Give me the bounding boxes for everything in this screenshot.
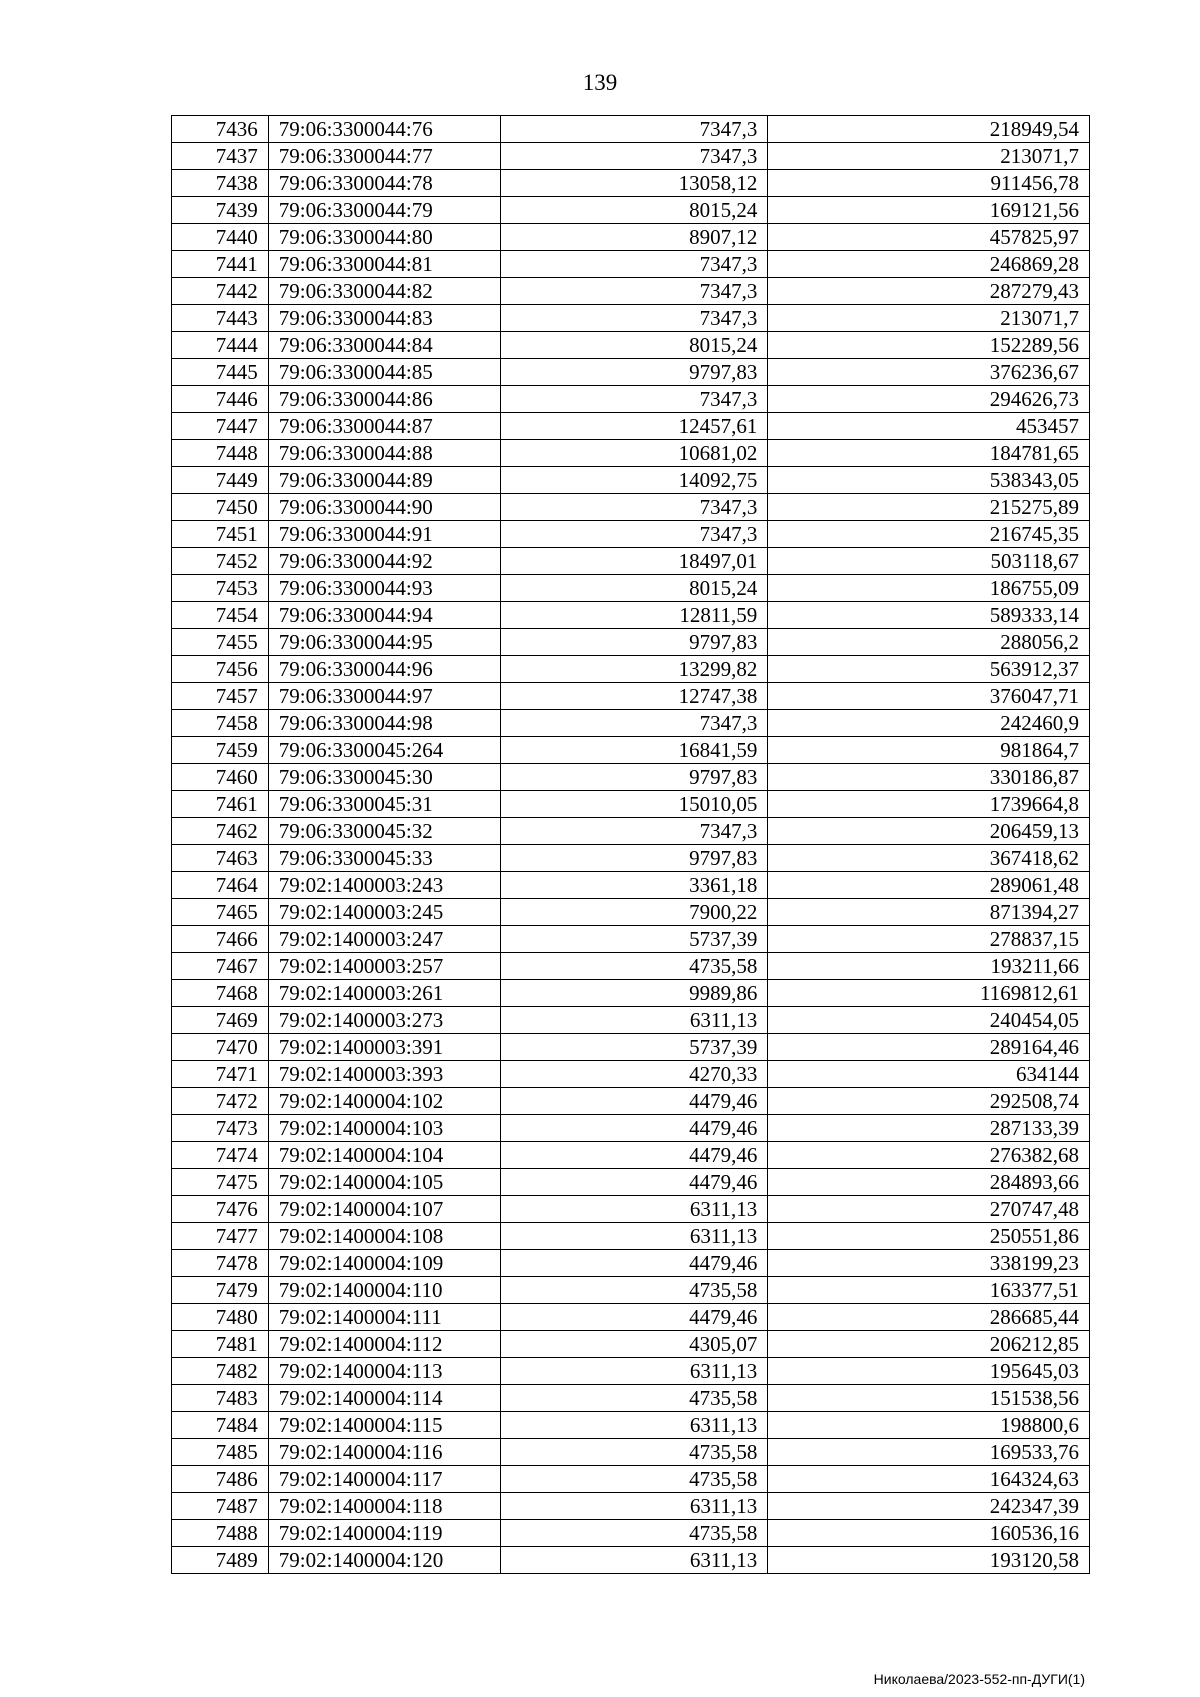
area-cell: 8015,24 — [501, 332, 768, 359]
value-cell: 169533,76 — [768, 1439, 1090, 1466]
row-number-cell: 7437 — [172, 143, 269, 170]
table-row — [172, 1088, 1090, 1115]
cadastral-number-cell: 79:02:1400004:119 — [268, 1520, 501, 1547]
value-cell: 184781,65 — [768, 440, 1090, 467]
cadastral-number-cell: 79:02:1400003:257 — [268, 953, 501, 980]
value-cell: 198800,6 — [768, 1412, 1090, 1439]
value-cell: 503118,67 — [768, 548, 1090, 575]
cadastral-number-cell: 79:06:3300045:31 — [268, 791, 501, 818]
area-cell: 7347,3 — [501, 305, 768, 332]
table-row — [172, 1196, 1090, 1223]
area-cell: 6311,13 — [501, 1223, 768, 1250]
table-row — [172, 494, 1090, 521]
cadastral-number-cell: 79:06:3300044:91 — [268, 521, 501, 548]
area-cell: 7347,3 — [501, 521, 768, 548]
row-number-cell: 7466 — [172, 926, 269, 953]
row-number-cell: 7454 — [172, 602, 269, 629]
page-number: 139 — [582, 70, 618, 95]
row-number-cell: 7487 — [172, 1493, 269, 1520]
area-cell: 4479,46 — [501, 1088, 768, 1115]
table-row — [172, 1223, 1090, 1250]
row-number-cell: 7449 — [172, 467, 269, 494]
table-row — [172, 1493, 1090, 1520]
cadastral-number-cell: 79:06:3300044:86 — [268, 386, 501, 413]
area-cell: 15010,05 — [501, 791, 768, 818]
table-row — [172, 1034, 1090, 1061]
value-cell: 206212,85 — [768, 1331, 1090, 1358]
area-cell: 8015,24 — [501, 575, 768, 602]
row-number-cell: 7436 — [172, 116, 269, 143]
table-row — [172, 1466, 1090, 1493]
value-cell: 193120,58 — [768, 1547, 1090, 1574]
cadastral-number-cell: 79:02:1400004:102 — [268, 1088, 501, 1115]
row-number-cell: 7441 — [172, 251, 269, 278]
area-cell: 4479,46 — [501, 1304, 768, 1331]
value-cell: 1739664,8 — [768, 791, 1090, 818]
value-cell: 563912,37 — [768, 656, 1090, 683]
table-row — [172, 764, 1090, 791]
cadastral-number-cell: 79:02:1400004:107 — [268, 1196, 501, 1223]
cadastral-number-cell: 79:06:3300045:33 — [268, 845, 501, 872]
area-cell: 7347,3 — [501, 494, 768, 521]
value-cell: 284893,66 — [768, 1169, 1090, 1196]
area-cell: 4305,07 — [501, 1331, 768, 1358]
area-cell: 7347,3 — [501, 143, 768, 170]
table-row — [172, 845, 1090, 872]
area-cell: 16841,59 — [501, 737, 768, 764]
value-cell: 246869,28 — [768, 251, 1090, 278]
area-cell: 6311,13 — [501, 1007, 768, 1034]
table-row — [172, 953, 1090, 980]
row-number-cell: 7474 — [172, 1142, 269, 1169]
row-number-cell: 7443 — [172, 305, 269, 332]
table-row — [172, 1142, 1090, 1169]
table-row — [172, 224, 1090, 251]
value-cell: 294626,73 — [768, 386, 1090, 413]
value-cell: 213071,7 — [768, 143, 1090, 170]
area-cell: 18497,01 — [501, 548, 768, 575]
value-cell: 206459,13 — [768, 818, 1090, 845]
area-cell: 13299,82 — [501, 656, 768, 683]
value-cell: 195645,03 — [768, 1358, 1090, 1385]
value-cell: 286685,44 — [768, 1304, 1090, 1331]
cadastral-number-cell: 79:02:1400004:116 — [268, 1439, 501, 1466]
row-number-cell: 7457 — [172, 683, 269, 710]
area-cell: 6311,13 — [501, 1547, 768, 1574]
area-cell: 9989,86 — [501, 980, 768, 1007]
table-row — [172, 737, 1090, 764]
cadastral-number-cell: 79:06:3300044:97 — [268, 683, 501, 710]
area-cell: 6311,13 — [501, 1412, 768, 1439]
cadastral-number-cell: 79:06:3300044:92 — [268, 548, 501, 575]
row-number-cell: 7488 — [172, 1520, 269, 1547]
table-row — [172, 521, 1090, 548]
value-cell: 538343,05 — [768, 467, 1090, 494]
table-row — [172, 548, 1090, 575]
cadastral-number-cell: 79:02:1400004:112 — [268, 1331, 501, 1358]
value-cell: 338199,23 — [768, 1250, 1090, 1277]
cadastral-number-cell: 79:06:3300044:90 — [268, 494, 501, 521]
area-cell: 9797,83 — [501, 359, 768, 386]
area-cell: 7347,3 — [501, 116, 768, 143]
row-number-cell: 7442 — [172, 278, 269, 305]
cadastral-number-cell: 79:06:3300044:89 — [268, 467, 501, 494]
table-row — [172, 602, 1090, 629]
value-cell: 169121,56 — [768, 197, 1090, 224]
row-number-cell: 7483 — [172, 1385, 269, 1412]
cadastral-number-cell: 79:02:1400004:104 — [268, 1142, 501, 1169]
table-row — [172, 1250, 1090, 1277]
table-row — [172, 1331, 1090, 1358]
row-number-cell: 7476 — [172, 1196, 269, 1223]
row-number-cell: 7478 — [172, 1250, 269, 1277]
area-cell: 4735,58 — [501, 953, 768, 980]
row-number-cell: 7475 — [172, 1169, 269, 1196]
area-cell: 13058,12 — [501, 170, 768, 197]
cadastral-number-cell: 79:02:1400004:118 — [268, 1493, 501, 1520]
table-row — [172, 1412, 1090, 1439]
area-cell: 7347,3 — [501, 818, 768, 845]
table-row — [172, 575, 1090, 602]
table-row — [172, 1277, 1090, 1304]
area-cell: 7347,3 — [501, 251, 768, 278]
area-cell: 4479,46 — [501, 1115, 768, 1142]
row-number-cell: 7484 — [172, 1412, 269, 1439]
row-number-cell: 7456 — [172, 656, 269, 683]
row-number-cell: 7462 — [172, 818, 269, 845]
row-number-cell: 7455 — [172, 629, 269, 656]
table-row — [172, 1358, 1090, 1385]
table-row — [172, 1520, 1090, 1547]
cadastral-number-cell: 79:02:1400004:113 — [268, 1358, 501, 1385]
value-cell: 218949,54 — [768, 116, 1090, 143]
value-cell: 250551,86 — [768, 1223, 1090, 1250]
row-number-cell: 7448 — [172, 440, 269, 467]
table-row — [172, 1385, 1090, 1412]
table-body — [172, 116, 1090, 1574]
area-cell: 12747,38 — [501, 683, 768, 710]
value-cell: 376047,71 — [768, 683, 1090, 710]
cadastral-number-cell: 79:06:3300044:78 — [268, 170, 501, 197]
table-row — [172, 926, 1090, 953]
cadastral-number-cell: 79:02:1400003:247 — [268, 926, 501, 953]
table-row — [172, 440, 1090, 467]
area-cell: 7347,3 — [501, 278, 768, 305]
cadastral-number-cell: 79:06:3300045:32 — [268, 818, 501, 845]
cadastral-table — [171, 115, 1090, 1574]
table-row — [172, 710, 1090, 737]
row-number-cell: 7479 — [172, 1277, 269, 1304]
row-number-cell: 7446 — [172, 386, 269, 413]
area-cell: 8015,24 — [501, 197, 768, 224]
cadastral-number-cell: 79:02:1400004:111 — [268, 1304, 501, 1331]
cadastral-number-cell: 79:06:3300044:87 — [268, 413, 501, 440]
value-cell: 152289,56 — [768, 332, 1090, 359]
value-cell: 288056,2 — [768, 629, 1090, 656]
area-cell: 7900,22 — [501, 899, 768, 926]
area-cell: 4735,58 — [501, 1277, 768, 1304]
value-cell: 376236,67 — [768, 359, 1090, 386]
row-number-cell: 7468 — [172, 980, 269, 1007]
table-row — [172, 980, 1090, 1007]
value-cell: 276382,68 — [768, 1142, 1090, 1169]
table-row — [172, 818, 1090, 845]
table-row — [172, 143, 1090, 170]
cadastral-number-cell: 79:02:1400004:108 — [268, 1223, 501, 1250]
value-cell: 289061,48 — [768, 872, 1090, 899]
area-cell: 4735,58 — [501, 1385, 768, 1412]
row-number-cell: 7450 — [172, 494, 269, 521]
cadastral-number-cell: 79:02:1400003:261 — [268, 980, 501, 1007]
cadastral-number-cell: 79:06:3300044:96 — [268, 656, 501, 683]
table-row — [172, 656, 1090, 683]
cadastral-number-cell: 79:02:1400004:105 — [268, 1169, 501, 1196]
area-cell: 14092,75 — [501, 467, 768, 494]
table-row — [172, 629, 1090, 656]
table-row — [172, 1061, 1090, 1088]
row-number-cell: 7447 — [172, 413, 269, 440]
cadastral-number-cell: 79:06:3300044:77 — [268, 143, 501, 170]
value-cell: 1169812,61 — [768, 980, 1090, 1007]
area-cell: 4735,58 — [501, 1466, 768, 1493]
table-row — [172, 1547, 1090, 1574]
value-cell: 242460,9 — [768, 710, 1090, 737]
row-number-cell: 7464 — [172, 872, 269, 899]
cadastral-number-cell: 79:06:3300044:83 — [268, 305, 501, 332]
value-cell: 163377,51 — [768, 1277, 1090, 1304]
cadastral-number-cell: 79:06:3300044:76 — [268, 116, 501, 143]
value-cell: 215275,89 — [768, 494, 1090, 521]
table-row — [172, 197, 1090, 224]
row-number-cell: 7463 — [172, 845, 269, 872]
cadastral-number-cell: 79:06:3300045:30 — [268, 764, 501, 791]
value-cell: 634144 — [768, 1061, 1090, 1088]
value-cell: 242347,39 — [768, 1493, 1090, 1520]
cadastral-number-cell: 79:02:1400004:114 — [268, 1385, 501, 1412]
value-cell: 278837,15 — [768, 926, 1090, 953]
row-number-cell: 7485 — [172, 1439, 269, 1466]
row-number-cell: 7453 — [172, 575, 269, 602]
value-cell: 186755,09 — [768, 575, 1090, 602]
cadastral-number-cell: 79:06:3300045:264 — [268, 737, 501, 764]
table-row — [172, 1115, 1090, 1142]
cadastral-number-cell: 79:06:3300044:85 — [268, 359, 501, 386]
area-cell: 4479,46 — [501, 1250, 768, 1277]
cadastral-number-cell: 79:02:1400003:243 — [268, 872, 501, 899]
value-cell: 216745,35 — [768, 521, 1090, 548]
area-cell: 4270,33 — [501, 1061, 768, 1088]
table-row — [172, 116, 1090, 143]
value-cell: 289164,46 — [768, 1034, 1090, 1061]
value-cell: 240454,05 — [768, 1007, 1090, 1034]
value-cell: 151538,56 — [768, 1385, 1090, 1412]
area-cell: 12811,59 — [501, 602, 768, 629]
row-number-cell: 7473 — [172, 1115, 269, 1142]
cadastral-number-cell: 79:02:1400004:110 — [268, 1277, 501, 1304]
area-cell: 6311,13 — [501, 1196, 768, 1223]
row-number-cell: 7482 — [172, 1358, 269, 1385]
area-cell: 4479,46 — [501, 1142, 768, 1169]
row-number-cell: 7444 — [172, 332, 269, 359]
value-cell: 981864,7 — [768, 737, 1090, 764]
cadastral-number-cell: 79:06:3300044:94 — [268, 602, 501, 629]
cadastral-number-cell: 79:06:3300044:80 — [268, 224, 501, 251]
cadastral-number-cell: 79:06:3300044:79 — [268, 197, 501, 224]
area-cell: 4735,58 — [501, 1439, 768, 1466]
cadastral-number-cell: 79:02:1400003:393 — [268, 1061, 501, 1088]
row-number-cell: 7471 — [172, 1061, 269, 1088]
cadastral-number-cell: 79:06:3300044:84 — [268, 332, 501, 359]
area-cell: 5737,39 — [501, 926, 768, 953]
table-row — [172, 467, 1090, 494]
cadastral-number-cell: 79:02:1400004:117 — [268, 1466, 501, 1493]
cadastral-number-cell: 79:06:3300044:88 — [268, 440, 501, 467]
row-number-cell: 7452 — [172, 548, 269, 575]
row-number-cell: 7472 — [172, 1088, 269, 1115]
table-row — [172, 1304, 1090, 1331]
table-row — [172, 359, 1090, 386]
value-cell: 911456,78 — [768, 170, 1090, 197]
row-number-cell: 7461 — [172, 791, 269, 818]
area-cell: 6311,13 — [501, 1493, 768, 1520]
value-cell: 160536,16 — [768, 1520, 1090, 1547]
value-cell: 453457 — [768, 413, 1090, 440]
area-cell: 9797,83 — [501, 629, 768, 656]
value-cell: 589333,14 — [768, 602, 1090, 629]
row-number-cell: 7451 — [172, 521, 269, 548]
row-number-cell: 7438 — [172, 170, 269, 197]
area-cell: 10681,02 — [501, 440, 768, 467]
row-number-cell: 7486 — [172, 1466, 269, 1493]
cadastral-number-cell: 79:02:1400003:391 — [268, 1034, 501, 1061]
area-cell: 5737,39 — [501, 1034, 768, 1061]
area-cell: 4735,58 — [501, 1520, 768, 1547]
area-cell: 6311,13 — [501, 1358, 768, 1385]
cadastral-number-cell: 79:02:1400004:120 — [268, 1547, 501, 1574]
table-row — [172, 251, 1090, 278]
document-footer: Николаева/2023-552-пп-ДУГИ(1) — [873, 1671, 1085, 1687]
cadastral-number-cell: 79:06:3300044:95 — [268, 629, 501, 656]
value-cell: 287279,43 — [768, 278, 1090, 305]
table-row — [172, 791, 1090, 818]
row-number-cell: 7459 — [172, 737, 269, 764]
row-number-cell: 7439 — [172, 197, 269, 224]
value-cell: 292508,74 — [768, 1088, 1090, 1115]
table-row — [172, 683, 1090, 710]
row-number-cell: 7460 — [172, 764, 269, 791]
cadastral-number-cell: 79:02:1400004:103 — [268, 1115, 501, 1142]
value-cell: 213071,7 — [768, 305, 1090, 332]
row-number-cell: 7445 — [172, 359, 269, 386]
area-cell: 7347,3 — [501, 710, 768, 737]
cadastral-number-cell: 79:06:3300044:93 — [268, 575, 501, 602]
cadastral-number-cell: 79:02:1400004:109 — [268, 1250, 501, 1277]
table-row — [172, 386, 1090, 413]
row-number-cell: 7477 — [172, 1223, 269, 1250]
table-row — [172, 899, 1090, 926]
row-number-cell: 7465 — [172, 899, 269, 926]
table-row — [172, 305, 1090, 332]
area-cell: 4479,46 — [501, 1169, 768, 1196]
area-cell: 12457,61 — [501, 413, 768, 440]
table-row — [172, 872, 1090, 899]
table-row — [172, 1169, 1090, 1196]
area-cell: 9797,83 — [501, 764, 768, 791]
row-number-cell: 7489 — [172, 1547, 269, 1574]
value-cell: 330186,87 — [768, 764, 1090, 791]
cadastral-number-cell: 79:06:3300044:81 — [268, 251, 501, 278]
cadastral-number-cell: 79:02:1400004:115 — [268, 1412, 501, 1439]
area-cell: 8907,12 — [501, 224, 768, 251]
table-row — [172, 1007, 1090, 1034]
row-number-cell: 7458 — [172, 710, 269, 737]
value-cell: 457825,97 — [768, 224, 1090, 251]
row-number-cell: 7480 — [172, 1304, 269, 1331]
row-number-cell: 7469 — [172, 1007, 269, 1034]
area-cell: 9797,83 — [501, 845, 768, 872]
row-number-cell: 7470 — [172, 1034, 269, 1061]
cadastral-number-cell: 79:02:1400003:245 — [268, 899, 501, 926]
cadastral-number-cell: 79:06:3300044:82 — [268, 278, 501, 305]
value-cell: 164324,63 — [768, 1466, 1090, 1493]
table-row — [172, 170, 1090, 197]
table-row — [172, 332, 1090, 359]
cadastral-number-cell: 79:02:1400003:273 — [268, 1007, 501, 1034]
value-cell: 270747,48 — [768, 1196, 1090, 1223]
value-cell: 871394,27 — [768, 899, 1090, 926]
value-cell: 287133,39 — [768, 1115, 1090, 1142]
value-cell: 193211,66 — [768, 953, 1090, 980]
table-row — [172, 278, 1090, 305]
row-number-cell: 7467 — [172, 953, 269, 980]
value-cell: 367418,62 — [768, 845, 1090, 872]
cadastral-number-cell: 79:06:3300044:98 — [268, 710, 501, 737]
row-number-cell: 7440 — [172, 224, 269, 251]
row-number-cell: 7481 — [172, 1331, 269, 1358]
table-row — [172, 413, 1090, 440]
area-cell: 3361,18 — [501, 872, 768, 899]
table-row — [172, 1439, 1090, 1466]
area-cell: 7347,3 — [501, 386, 768, 413]
